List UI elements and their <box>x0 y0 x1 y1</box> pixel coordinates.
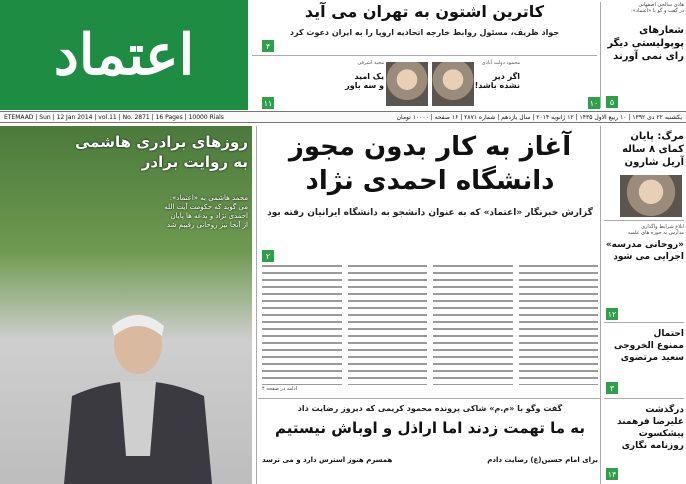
lead-body <box>262 265 598 385</box>
divider <box>604 322 684 323</box>
side-item-madrese[interactable] <box>604 224 684 263</box>
lead-headline-1: آغاز به کار بدون مجوز <box>288 132 572 162</box>
teaser-right-line2: نشده باشد! <box>474 81 520 90</box>
top-story-badge: ۴ <box>262 40 274 52</box>
side-item-4-line-4: روزنامه نگاری <box>621 441 684 451</box>
photo-story-title-1: روزهای برادری هاشمی <box>74 133 248 151</box>
top-story-headline: کاترین اشتون به تهران می آید <box>304 2 545 21</box>
lead-column <box>519 265 599 385</box>
interview-kicker: گفت وگو با «م.م» شاکی پرونده محمود کریمی که دیروز رضایت داد <box>297 404 563 413</box>
side-item-1-line-3: آریل شارون <box>624 157 684 168</box>
lead-column <box>433 265 513 385</box>
divider <box>604 398 684 399</box>
interview-bullet-2: همسرم هنوز استرس دارد و می ترسد <box>262 456 393 464</box>
side-item-4-line-3: پیشکسوت <box>638 429 684 439</box>
teaser-left-line2: و سه باور <box>345 81 384 90</box>
side-item-2-kicker: ابلاغ شرایط واگذاری <box>641 224 684 230</box>
side-item-2-line-1: «روحانی مدرسه» <box>605 240 684 250</box>
side-item-1-line-1: مرگ: پایان <box>630 131 684 142</box>
side-item-1-photo <box>620 175 682 217</box>
side-item-3-line-3: سعید مرتضوی <box>620 353 684 363</box>
side-top-kicker: هادی سالحی اصفهانی <box>638 2 684 8</box>
divider <box>256 126 257 484</box>
side-top-title-3: رای نمی آورند <box>613 51 684 62</box>
interview-bullets <box>262 456 598 464</box>
side-item-sharon[interactable] <box>604 130 684 169</box>
top-story[interactable] <box>252 2 597 60</box>
side-item-4-line-1: درگذشت <box>645 405 684 415</box>
teaser-left-badge-wrap <box>262 97 274 109</box>
lead-badge: ۲ <box>262 250 274 262</box>
photo-story-image <box>0 126 252 484</box>
photo-story-body-2: می گوید که حکومت آیت الله <box>164 203 248 211</box>
side-item-2-line-2: اجرایی می شود <box>613 252 684 262</box>
teaser-right-line1: اگر دیر <box>492 72 520 81</box>
masthead-logo <box>0 0 248 110</box>
photo-story-title[interactable] <box>8 132 248 172</box>
side-item-3-line-2: ممنوع الخروجی <box>614 341 684 351</box>
masthead-right: یکشنبه ۲۲ دی ۱۳۹۲ | ۱۰ ربیع الاول ۱۴۳۵ | ۱۲ ژانویه ۲۰۱۴ | سال یازدهم | شماره ۲۸۷۱ | ۱۶ صفحه | ۱۰۰۰۰ تومان <box>396 113 682 121</box>
interview-bullet-1: برای امام حسین(ع) رضایت دادم <box>487 456 598 464</box>
divider <box>252 55 597 56</box>
teaser-right-text[interactable] <box>474 60 520 106</box>
side-top-title-1: شعارهای <box>639 25 684 36</box>
side-item-4-badge: ۱۴ <box>607 469 617 479</box>
side-item-2-badge: ۱۲ <box>607 309 617 319</box>
lead-column <box>348 265 428 385</box>
divider <box>258 398 600 399</box>
side-item-mortazavi[interactable] <box>604 328 684 364</box>
teaser-right-caption: محمود دولت آبادی <box>481 60 520 66</box>
photo-story-title-2: به روایت برادر <box>141 153 248 171</box>
divider <box>600 126 601 484</box>
teaser-left-line1: یک امید <box>354 72 384 81</box>
interview-story[interactable] <box>262 404 598 439</box>
photo-story-body-1: محمد هاشمی به «اعتماد»: <box>169 194 248 202</box>
teaser-left-text[interactable] <box>338 60 384 106</box>
interview-headline: به ما تهمت زدند اما اراذل و اوباش نیستیم <box>275 419 585 437</box>
top-story-sub: جواد ظریف، مسئول روابط خارجه اتحادیه اروپا را به ایران دعوت کرد <box>289 28 560 37</box>
photo-story-body-4: از آنجا نیز روحانی رقیبم شد <box>166 221 248 229</box>
lead-headline-2: دانشگاه احمدی نژاد <box>305 166 555 196</box>
lead-sub: گزارش خبرنگار «اعتماد» که به عنوان دانشجو به دانشگاه ایرانیان رفته بود <box>267 208 593 218</box>
photo-story-body-3: احمدی نژاد و بدعه ها پایان <box>170 212 248 220</box>
masthead-left: ETEMAAD | Sun | 12 Jan 2014 | vol.11 | No. 2871 | 16 Pages | 10000 Rials <box>4 113 224 121</box>
lead-column <box>262 265 342 385</box>
divider <box>604 220 684 221</box>
photo-story-body <box>98 194 248 230</box>
teaser-left-caption: مجید اشرفی <box>357 60 384 66</box>
side-top-badge: ۵ <box>606 96 618 108</box>
photo-story-more[interactable]: ادامه در صفحه ۴ <box>262 386 298 392</box>
side-item-2-kicker2: مدارس به حوزه های علمیه <box>627 230 684 236</box>
side-top-kicker2: در گفت و گو با «اعتماد»: <box>630 8 684 14</box>
logo-text: اعتماد <box>53 22 195 88</box>
side-top-story[interactable] <box>604 2 684 108</box>
person-figure <box>0 126 252 484</box>
side-item-farahmand[interactable] <box>604 404 684 452</box>
teaser-left-badge: ۱۱ <box>263 98 273 108</box>
side-item-1-line-2: کمای ۸ ساله <box>622 144 684 155</box>
side-item-3-badge: ۳ <box>606 382 618 394</box>
teaser-right-photo <box>432 62 474 106</box>
side-item-4-line-2: علیرضا فرهمند <box>617 417 684 427</box>
lead-story[interactable] <box>260 130 600 218</box>
teaser-right-badge: ۱۰ <box>589 98 599 108</box>
teaser-left-photo <box>386 62 428 106</box>
side-top-title-2: پوپولیستی دیگر <box>607 38 684 49</box>
divider <box>600 2 601 108</box>
side-item-3-line-1: احتمال <box>653 329 684 339</box>
masthead-bar <box>0 111 686 123</box>
